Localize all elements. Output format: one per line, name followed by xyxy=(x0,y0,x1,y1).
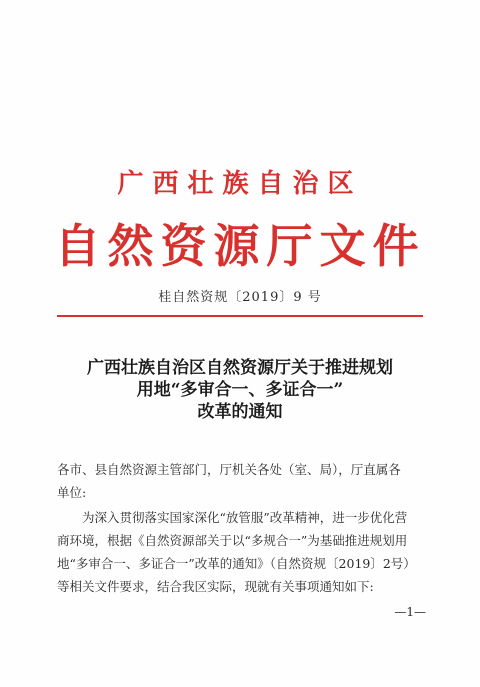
body-line-2: 商环境，根据《自然资源部关于以“多规合一”为基础推进规划用 xyxy=(57,533,408,548)
document-title xyxy=(40,357,440,423)
body-line-4: 等相关文件要求，结合我区实际，现就有关事项通知如下: xyxy=(57,579,374,594)
body-paragraph xyxy=(57,506,423,598)
title-line-2: 用地“多审合一、多证合一” xyxy=(136,380,344,400)
title-line-3: 改革的通知 xyxy=(197,402,283,422)
body-line-1: 为深入贯彻落实国家深化“放管服”改革精神，进一步优化营 xyxy=(82,510,408,525)
red-divider-line xyxy=(57,315,423,317)
page-number: —1— xyxy=(394,605,426,619)
issuer-name-small: 广西壮族自治区 xyxy=(117,169,363,199)
document-number: 桂自然资规〔2019〕9 号 xyxy=(158,290,322,305)
body-line-3: 地“多审合一、多证合一”改革的通知》（自然资规〔2019〕2号） xyxy=(57,556,416,571)
recipients-line-2: 单位: xyxy=(57,485,87,500)
recipients-line-1: 各市、县自然资源主管部门，厅机关各处（室、局），厅直属各 xyxy=(57,462,401,477)
recipients xyxy=(57,458,423,504)
title-line-1: 广西壮族自治区自然资源厅关于推进规划 xyxy=(87,358,393,378)
issuer-name-large: 自然资源厅文件 xyxy=(54,219,426,273)
